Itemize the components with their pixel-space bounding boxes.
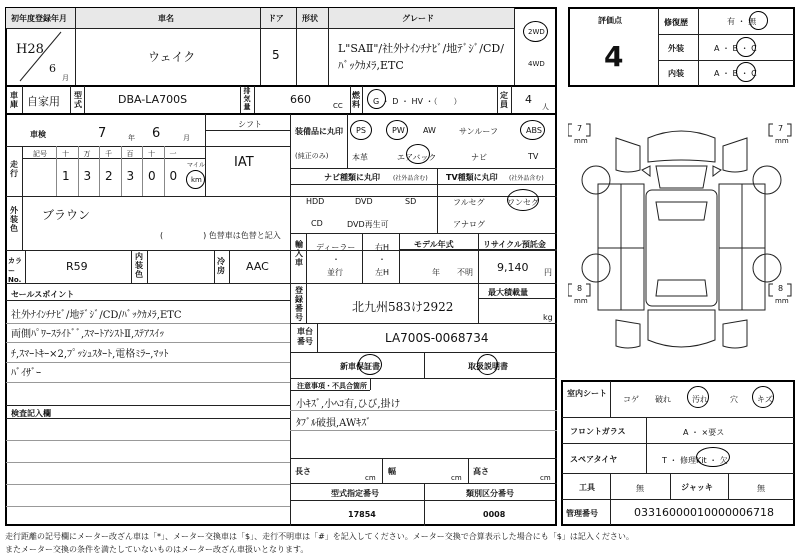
- registration-label: 登録番号: [295, 286, 303, 322]
- yen-unit: 円: [544, 268, 552, 277]
- model-year-unit: 年: [432, 268, 440, 277]
- mileage-digit-1: 3: [83, 169, 92, 183]
- diagram-fr-mm: mm: [775, 137, 789, 145]
- ac-label: 冷房: [217, 257, 225, 275]
- equipment-sub-label: (純正のみ): [295, 152, 329, 160]
- seat-tear: 破れ: [655, 395, 671, 404]
- spare-kit-circle: [696, 447, 730, 467]
- sales-line-2: 両側ﾊﾟﾜｰｽﾗｲﾄﾞﾞ,ｽﾏｰﾄｱｼｽﾄⅡ,ｽﾃｱｽｲｯ: [11, 329, 165, 340]
- usage: 自家用: [27, 95, 60, 108]
- equip-abs: ABS: [526, 126, 542, 135]
- notes-line-1: 小ｷｽﾞ,小ﾍｺ有,ひび,掛け: [296, 399, 401, 410]
- tv-title-note: (社外品含む): [509, 175, 544, 182]
- type-number-label: 型式指定番号: [331, 489, 379, 498]
- diagram-fr-num: 7: [778, 124, 784, 133]
- tv-oneseg: ワンセグ: [507, 198, 539, 207]
- inspection-year-unit: 年: [128, 134, 135, 142]
- ac-value: AAC: [246, 260, 269, 273]
- equip-pw-circle: [386, 120, 408, 140]
- seat-scratch-circle: [752, 386, 774, 408]
- color-no-label: カラーNo.: [8, 257, 22, 284]
- doc-manual-circle: [477, 354, 498, 375]
- mileage-digit-5: 0: [169, 169, 178, 183]
- interior-options: A ・ B ・ C: [714, 69, 757, 78]
- car-diagram: [568, 110, 795, 375]
- fuel-g-circle: [367, 89, 386, 109]
- shift: IAT: [234, 155, 254, 170]
- mileage-digit-3: 3: [126, 169, 135, 183]
- mileage-unit-0: 十: [62, 150, 69, 158]
- mileage-divider: [142, 146, 143, 196]
- mileage-divider: [56, 146, 57, 196]
- car-name-label: 車名: [158, 14, 174, 23]
- mileage-unit-2: 千: [105, 150, 112, 158]
- equip-sunroof: サンルーフ: [459, 127, 498, 136]
- navi-dvd: DVD: [355, 197, 373, 206]
- model: DBA-LA700S: [118, 93, 188, 106]
- notes-line-2: ﾀﾌﾞﾙ破損,AWｷｽﾞ: [296, 418, 372, 429]
- tools-label: 工具: [579, 483, 595, 492]
- class-number-value: 0008: [483, 510, 506, 519]
- equip-tv: TV: [528, 152, 539, 161]
- fuel-options: G ・ D ・ HV ・（ ）: [373, 97, 462, 106]
- repair-label: 修復歴: [664, 18, 688, 27]
- seat-burn: コゲ: [623, 395, 639, 404]
- repair-options: 有 ・ 無: [727, 17, 757, 26]
- rating-value: 4: [604, 40, 624, 73]
- shape-label: 形状: [302, 14, 318, 23]
- diagram-fl-mm: mm: [574, 137, 588, 145]
- equip-aw: AW: [423, 126, 436, 135]
- mileage-divider: [99, 146, 100, 196]
- import-label: 輸入車: [295, 240, 303, 267]
- equip-leather: 本革: [352, 153, 368, 162]
- equip-navi: ナビ: [471, 153, 487, 162]
- tools-value: 無: [636, 484, 644, 493]
- recycle-value: 9,140: [497, 261, 529, 274]
- seat-label: 室内シート: [567, 389, 607, 398]
- exterior-options: A ・ B ・ C: [714, 44, 757, 53]
- width-cm: cm: [451, 474, 462, 482]
- sales-line-1: 社外ﾅｲﾝﾁﾅﾋﾞ/地ﾃﾞｼﾞ/CD/ﾊﾞｯｸｶﾒﾗ,ETC: [11, 310, 182, 321]
- doc-warranty-circle: [358, 354, 382, 375]
- grade-text: L"SAⅡ"/社外ﾅｲﾝﾁﾅﾋﾞ/地ﾃﾞｼﾞ/CD/ﾊﾞｯｸｶﾒﾗ,ETC: [338, 42, 504, 72]
- footer-line-1: 走行距離の記号欄にメーター改ざん車は「*」、メーター交換車は「$」、走行不明車は「#」を記入してください。メーター交換で合算表示した場合にも「$」は記入ください。: [5, 532, 634, 541]
- km-label: km: [191, 176, 202, 184]
- jack-label: ジャッキ: [681, 483, 713, 492]
- recycle-label: リサイクル預託金: [483, 240, 546, 249]
- cc-unit: CC: [333, 102, 343, 110]
- color-note: ( ) 色替車は色替と記入: [160, 231, 281, 240]
- inspector-label: 検査記入欄: [11, 409, 51, 418]
- sales-line-4: ﾊﾞｲｻﾞｰ: [11, 368, 41, 379]
- displacement-label: 排気量: [243, 87, 251, 111]
- equip-abs-circle: [520, 120, 545, 140]
- model-year-label: モデル年式: [414, 240, 454, 249]
- inspection-month-unit: 月: [183, 134, 190, 142]
- import-dealer: ディーラー: [316, 243, 356, 252]
- color-value: ブラウン: [42, 208, 91, 222]
- navi-hdd: HDD: [306, 197, 325, 206]
- seat-dirt-circle: [687, 386, 709, 408]
- import-dot1: ・: [332, 255, 340, 264]
- notes-label: 注意事項・不具合箇所: [297, 382, 367, 390]
- model-label: 型式: [74, 91, 82, 109]
- height-cm: cm: [540, 474, 551, 482]
- diagram-rr-mm: mm: [775, 297, 789, 305]
- max-load-label: 最大積載量: [488, 288, 528, 297]
- diagram-fl-num: 7: [577, 124, 583, 133]
- exterior-label: 外装: [668, 44, 684, 53]
- drive-2wd-circle: [523, 21, 548, 42]
- mileage-sign-label: 記号: [33, 150, 47, 158]
- mileage-divider: [78, 146, 79, 196]
- import-parallel: 並行: [327, 268, 343, 277]
- door-label: ドア: [268, 14, 284, 23]
- fuel-label: 燃料: [352, 91, 360, 109]
- equip-pw: PW: [392, 126, 405, 135]
- diagram-rl-num: 8: [577, 284, 583, 293]
- diagram-rr-num: 8: [778, 284, 784, 293]
- navi-sd: SD: [405, 197, 417, 206]
- registration-value: 北九州583け2922: [352, 300, 454, 314]
- interior-b-circle: [736, 62, 756, 82]
- drive-2wd: 2WD: [528, 28, 545, 36]
- mileage-digit-2: 2: [105, 169, 113, 183]
- mileage-label: 走行: [10, 160, 18, 178]
- first-reg-label: 初年度登録年月: [11, 14, 67, 23]
- drive-4wd: 4WD: [528, 60, 545, 68]
- rating-label: 評価点: [598, 16, 622, 25]
- mileage-unit-5: 一: [169, 150, 177, 158]
- repair-none-circle: [749, 11, 768, 30]
- inspection-month: 6: [152, 126, 161, 141]
- import-dot2: ・: [378, 255, 386, 264]
- mileage-unit-1: 万: [83, 150, 91, 158]
- import-left-h: 左H: [375, 268, 390, 277]
- interior-color-label: 内装色: [135, 252, 143, 279]
- seat-scratch: キズ: [757, 395, 773, 404]
- kg-unit: kg: [543, 313, 553, 322]
- spare-options: T ・ 修理Kit ・ 欠: [662, 456, 728, 465]
- spare-label: スペアタイヤ: [570, 455, 618, 464]
- usage-label: 車庫: [10, 91, 18, 109]
- chassis-label: 車台番号: [297, 327, 313, 346]
- km-circle: [186, 170, 205, 189]
- navi-dvd-play: DVD再生可: [347, 220, 389, 229]
- height-label: 高さ: [473, 467, 489, 476]
- tv-fullseg: フルセグ: [453, 198, 485, 207]
- color-no-value: R59: [66, 260, 88, 273]
- diagram-rl-mm: mm: [574, 297, 588, 305]
- tv-oneseg-circle: [507, 189, 539, 211]
- jack-value: 無: [757, 484, 765, 493]
- interior-label: 内装: [668, 69, 684, 78]
- doors: 5: [272, 48, 280, 62]
- equipment-label: 装備品に丸印: [295, 127, 343, 136]
- windshield-label: フロントガラス: [570, 427, 626, 436]
- mileage-unit-4: 十: [148, 150, 155, 158]
- sales-line-3: ﾁ,ｽﾏｰﾄｷｰ×2,ﾌﾟｯｼｭｽﾀｰﾄ,電格ﾐﾗｰ,ﾏｯﾄ: [11, 349, 169, 360]
- displacement: 660: [290, 93, 311, 106]
- navi-title: ナビ種類に丸印: [324, 173, 380, 182]
- equip-airbag-circle: [406, 144, 430, 164]
- car-name: ウェイク: [148, 50, 196, 64]
- seat-dirt: 汚れ: [692, 395, 708, 404]
- navi-title-note: (社外品含む): [393, 175, 428, 182]
- windshield-options: A ・ ×要ス: [683, 428, 725, 437]
- mile-label: マイル: [187, 162, 205, 169]
- doc-manual: 取扱説明書: [468, 362, 508, 371]
- equip-ps-circle: [350, 120, 372, 140]
- grade-label: グレード: [402, 14, 434, 23]
- equip-ps: PS: [356, 126, 366, 135]
- reg-month: 6: [49, 62, 56, 75]
- reg-month-unit: 月: [62, 74, 69, 82]
- mileage-divider: [121, 146, 122, 196]
- reg-era: H28: [16, 42, 44, 57]
- equip-airbag: エアバック: [397, 153, 437, 162]
- doc-warranty: 新車保証書: [340, 362, 380, 371]
- mgmt-value: 03316000010000006718: [634, 506, 774, 519]
- shift-label: シフト: [238, 120, 262, 129]
- inspection-label: 車検: [30, 130, 46, 139]
- import-right-h: 右H: [375, 243, 390, 252]
- mileage-digit-0: 1: [62, 169, 70, 183]
- chassis-value: LA700S-0068734: [385, 331, 489, 345]
- type-number-value: 17854: [348, 510, 376, 519]
- person-unit: 人: [542, 103, 549, 111]
- capacity-label: 定員: [500, 91, 508, 109]
- length-cm: cm: [365, 474, 376, 482]
- tv-title: TV種類に丸印: [446, 173, 498, 182]
- sales-points-label: セールスポイント: [11, 290, 75, 299]
- footer-line-2: またメーター交換の条件を満たしていないものはメーター改ざん車扱いとなります。: [5, 545, 309, 554]
- width-label: 幅: [388, 467, 396, 476]
- mileage-divider: [164, 146, 165, 196]
- seat-hole: 穴: [730, 395, 738, 404]
- capacity: 4: [525, 93, 532, 106]
- mileage-unit-3: 百: [126, 150, 134, 158]
- tv-analog: アナログ: [453, 220, 485, 229]
- navi-cd: CD: [311, 219, 323, 228]
- color-label: 外装色: [10, 206, 18, 233]
- mileage-digit-4: 0: [148, 169, 156, 183]
- length-label: 長さ: [295, 467, 311, 476]
- mgmt-label: 管理番号: [566, 509, 598, 518]
- inspection-year: 7: [98, 126, 107, 141]
- model-year-unknown: 不明: [457, 268, 473, 277]
- class-number-label: 類別区分番号: [466, 489, 514, 498]
- exterior-b-circle: [736, 37, 756, 57]
